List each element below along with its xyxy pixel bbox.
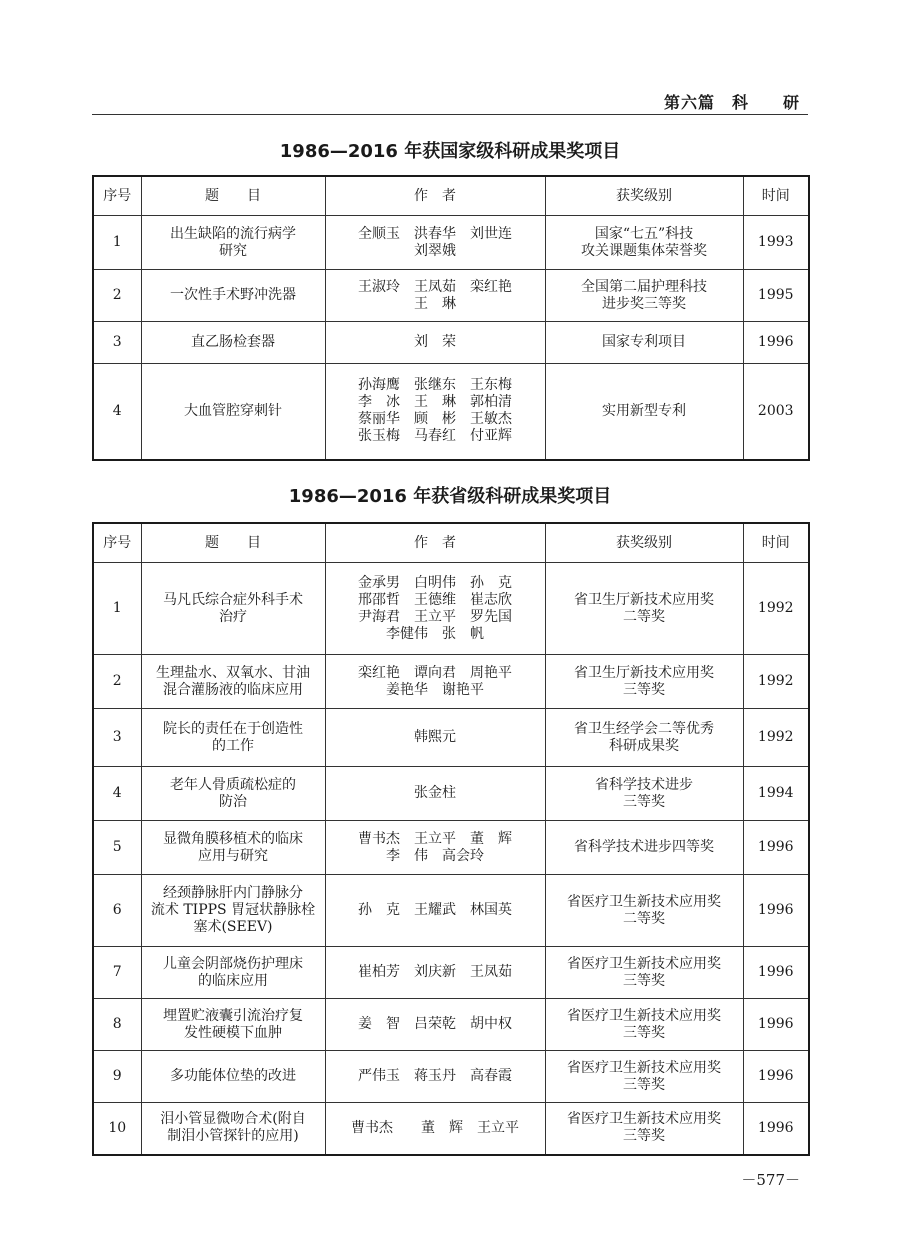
row-number: 1 [93, 563, 141, 655]
row-year: 1996 [743, 322, 809, 364]
col-header-year: 时间 [743, 176, 809, 216]
col-header-authors: 作 者 [325, 176, 545, 216]
row-number: 5 [93, 821, 141, 875]
table-body [93, 563, 809, 1155]
row-award-level: 省卫生厅新技术应用奖 二等奖 [545, 563, 743, 655]
col-header-no: 序号 [93, 523, 141, 563]
table-row [93, 875, 809, 947]
row-number: 3 [93, 709, 141, 767]
row-authors: 崔柏芳 刘庆新 王凤茹 [325, 947, 545, 999]
table-row [93, 563, 809, 655]
row-authors: 曹书杰 董 辉 王立平 [325, 1103, 545, 1155]
row-award-level: 省卫生厅新技术应用奖 三等奖 [545, 655, 743, 709]
row-title: 老年人骨质疏松症的 防治 [141, 767, 325, 821]
provincial-awards-title: 1986—2016 年获省级科研成果奖项目 [288, 486, 612, 507]
col-header-year: 时间 [743, 523, 809, 563]
row-number: 2 [93, 655, 141, 709]
row-title: 院长的责任在于创造性 的工作 [141, 709, 325, 767]
row-authors: 栾红艳 谭向君 周艳平 姜艳华 谢艳平 [325, 655, 545, 709]
row-title: 儿童会阴部烧伤护理床 的临床应用 [141, 947, 325, 999]
row-title: 马凡氏综合症外科手术 治疗 [141, 563, 325, 655]
row-authors: 王淑玲 王凤茹 栾红艳 王 琳 [325, 270, 545, 322]
row-title: 埋置贮液囊引流治疗复 发性硬模下血肿 [141, 999, 325, 1051]
national-awards-table [92, 175, 810, 461]
row-award-level: 省医疗卫生新技术应用奖 二等奖 [545, 875, 743, 947]
row-title: 泪小管显微吻合术(附自 制泪小管探针的应用) [141, 1103, 325, 1155]
row-year: 1992 [743, 655, 809, 709]
row-authors: 姜 智 吕荣乾 胡中权 [325, 999, 545, 1051]
row-number: 9 [93, 1051, 141, 1103]
row-award-level: 省科学技术进步 三等奖 [545, 767, 743, 821]
row-year: 1992 [743, 563, 809, 655]
row-award-level: 省医疗卫生新技术应用奖 三等奖 [545, 947, 743, 999]
table-header-row [93, 523, 809, 563]
row-year: 1992 [743, 709, 809, 767]
row-year: 1993 [743, 216, 809, 270]
row-authors: 韩熙元 [325, 709, 545, 767]
row-award-level: 省医疗卫生新技术应用奖 三等奖 [545, 999, 743, 1051]
table-row [93, 821, 809, 875]
col-header-no: 序号 [93, 176, 141, 216]
row-title: 经颈静脉肝内门静脉分 流术 TIPPS 胃冠状静脉栓 塞术(SEEV) [141, 875, 325, 947]
page-number: －577－ [741, 1171, 800, 1189]
table-row [93, 767, 809, 821]
row-title: 多功能体位垫的改进 [141, 1051, 325, 1103]
row-number: 7 [93, 947, 141, 999]
row-authors: 曹书杰 王立平 董 辉 李 伟 高会玲 [325, 821, 545, 875]
row-year: 1996 [743, 1103, 809, 1155]
row-year: 1994 [743, 767, 809, 821]
table-header-row [93, 176, 809, 216]
row-authors: 孙海鹰 张继东 王东梅 李 冰 王 琳 郭柏清 蔡丽华 顾 彬 王敏杰 张玉梅 马春红 付亚辉 [325, 364, 545, 460]
row-title: 生理盐水、双氧水、甘油 混合灌肠液的临床应用 [141, 655, 325, 709]
row-title: 出生缺陷的流行病学 研究 [141, 216, 325, 270]
table-body [93, 216, 809, 460]
table-row [93, 655, 809, 709]
row-award-level: 国家“七五”科技 攻关课题集体荣誉奖 [545, 216, 743, 270]
row-number: 6 [93, 875, 141, 947]
row-award-level: 国家专利项目 [545, 322, 743, 364]
row-year: 1996 [743, 875, 809, 947]
row-authors: 严伟玉 蒋玉丹 高春霞 [325, 1051, 545, 1103]
col-header-title: 题 目 [141, 176, 325, 216]
table-row [93, 216, 809, 270]
table-row [93, 709, 809, 767]
row-number: 3 [93, 322, 141, 364]
row-title: 大血管腔穿刺针 [141, 364, 325, 460]
row-year: 1996 [743, 999, 809, 1051]
page-header [92, 84, 808, 115]
national-awards-title: 1986—2016 年获国家级科研成果奖项目 [279, 141, 621, 162]
row-award-level: 省卫生经学会二等优秀 科研成果奖 [545, 709, 743, 767]
table-row [93, 270, 809, 322]
row-authors: 全顺玉 洪春华 刘世连 刘翠娥 [325, 216, 545, 270]
col-header-level: 获奖级别 [545, 176, 743, 216]
row-authors: 刘 荣 [325, 322, 545, 364]
table-row [93, 1103, 809, 1155]
provincial-awards-table [92, 522, 810, 1156]
row-award-level: 省医疗卫生新技术应用奖 三等奖 [545, 1051, 743, 1103]
row-number: 4 [93, 364, 141, 460]
table-row [93, 322, 809, 364]
row-title: 显微角膜移植术的临床 应用与研究 [141, 821, 325, 875]
row-number: 10 [93, 1103, 141, 1155]
col-header-authors: 作 者 [325, 523, 545, 563]
row-title: 直乙肠检套器 [141, 322, 325, 364]
row-award-level: 省科学技术进步四等奖 [545, 821, 743, 875]
row-title: 一次性手术野冲洗器 [141, 270, 325, 322]
row-year: 1996 [743, 1051, 809, 1103]
table-row [93, 999, 809, 1051]
row-number: 8 [93, 999, 141, 1051]
row-award-level: 全国第二届护理科技 进步奖三等奖 [545, 270, 743, 322]
row-award-level: 省医疗卫生新技术应用奖 三等奖 [545, 1103, 743, 1155]
row-year: 1996 [743, 947, 809, 999]
row-authors: 孙 克 王耀武 林国英 [325, 875, 545, 947]
row-authors: 金承男 白明伟 孙 克 邢邵哲 王德维 崔志欣 尹海君 王立平 罗先国 李健伟 张 帆 [325, 563, 545, 655]
row-award-level: 实用新型专利 [545, 364, 743, 460]
table-row [93, 947, 809, 999]
row-number: 4 [93, 767, 141, 821]
row-number: 1 [93, 216, 141, 270]
row-number: 2 [93, 270, 141, 322]
table-row [93, 364, 809, 460]
col-header-title: 题 目 [141, 523, 325, 563]
col-header-level: 获奖级别 [545, 523, 743, 563]
table-row [93, 1051, 809, 1103]
row-authors: 张金柱 [325, 767, 545, 821]
row-year: 2003 [743, 364, 809, 460]
section-title: 第六篇 科 研 [663, 93, 800, 112]
row-year: 1995 [743, 270, 809, 322]
row-year: 1996 [743, 821, 809, 875]
